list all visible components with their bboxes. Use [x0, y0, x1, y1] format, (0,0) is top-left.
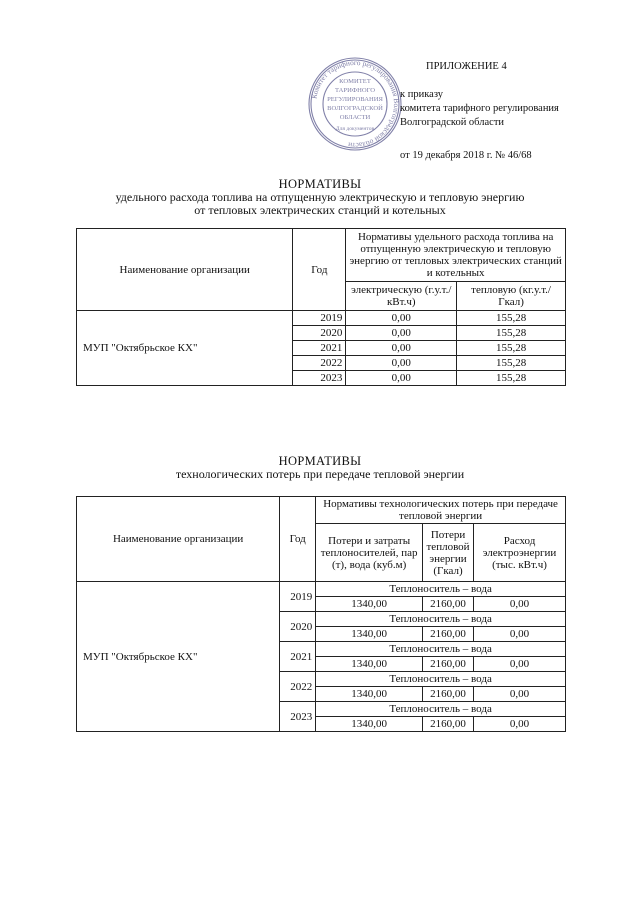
heat-cell: 2160,00 — [423, 627, 474, 642]
year-cell: 2020 — [293, 326, 346, 341]
header-losses: Потери и затраты теплоносителей, пар (т), вода (куб.м) — [316, 524, 423, 582]
seal-line-5: ОБЛАСТИ — [339, 114, 371, 121]
appendix-title: ПРИЛОЖЕНИЕ 4 — [426, 61, 507, 72]
org-name: МУП "Октябрьское КХ" — [77, 582, 280, 732]
electric-cell: 0,00 — [346, 356, 457, 371]
losses-cell: 1340,00 — [316, 657, 423, 672]
appendix-line-region: Волгоградской области — [400, 117, 505, 128]
header-thermal: тепловую (кг.у.т./Гкал) — [457, 282, 566, 311]
electric-cell: 0,00 — [346, 311, 457, 326]
appendix-line-order: к приказу — [400, 89, 443, 100]
header-heat-losses: Потери тепловой энергии (Гкал) — [423, 524, 474, 582]
year-cell: 2022 — [293, 356, 346, 371]
year-cell: 2021 — [280, 642, 316, 672]
seal-ring-text: Комитет тарифного регулирования Волгоградской области — [309, 57, 402, 151]
year-cell: 2020 — [280, 612, 316, 642]
losses-cell: 1340,00 — [316, 627, 423, 642]
thermal-cell: 155,28 — [457, 311, 566, 326]
appendix-line-committee: комитета тарифного регулирования — [400, 103, 559, 114]
carrier-cell: Теплоноситель – вода — [316, 612, 566, 627]
appendix-line-date: от 19 декабря 2018 г. № 46/68 — [400, 150, 532, 161]
year-cell: 2023 — [293, 371, 346, 386]
carrier-cell: Теплоноситель – вода — [316, 642, 566, 657]
section2-title: НОРМАТИВЫ — [278, 454, 362, 468]
seal-line-3: РЕГУЛИРОВАНИЯ — [327, 96, 383, 103]
header-electricity: Расход электроэнергии (тыс. кВт.ч) — [474, 524, 566, 582]
electric-cell: 0,00 — [346, 371, 457, 386]
seal-line-1: КОМИТЕТ — [339, 78, 371, 85]
fuel-norms-table — [76, 228, 566, 386]
losses-cell: 1340,00 — [316, 717, 423, 732]
carrier-cell: Теплоноситель – вода — [316, 702, 566, 717]
section1-subtitle-2: от тепловых электрических станций и котельных — [194, 203, 446, 217]
section2-title-block — [0, 455, 640, 481]
electricity-cell: 0,00 — [474, 687, 566, 702]
section1-subtitle-1: удельного расхода топлива на отпущенную электрическую и тепловую энергию — [115, 190, 525, 204]
thermal-cell: 155,28 — [457, 341, 566, 356]
year-cell: 2021 — [293, 341, 346, 356]
electric-cell: 0,00 — [346, 341, 457, 356]
year-cell: 2023 — [280, 702, 316, 732]
thermal-cell: 155,28 — [457, 371, 566, 386]
thermal-cell: 155,28 — [457, 326, 566, 341]
section1-title-block — [0, 178, 640, 217]
electricity-cell: 0,00 — [474, 657, 566, 672]
official-seal — [307, 56, 403, 152]
header-norms: Нормативы технологических потерь при передаче тепловой энергии — [316, 497, 566, 524]
header-norms: Нормативы удельного расхода топлива на отпущенную электрическую и тепловую энергию от тепловых электрических станций и котельных — [346, 229, 566, 282]
electricity-cell: 0,00 — [474, 717, 566, 732]
heat-cell: 2160,00 — [423, 687, 474, 702]
thermal-cell: 155,28 — [457, 356, 566, 371]
year-cell: 2019 — [280, 582, 316, 612]
electric-cell: 0,00 — [346, 326, 457, 341]
seal-line-6: Для документов — [335, 126, 375, 132]
electricity-cell: 0,00 — [474, 597, 566, 612]
carrier-cell: Теплоноситель – вода — [316, 672, 566, 687]
carrier-cell: Теплоноситель – вода — [316, 582, 566, 597]
section1-title: НОРМАТИВЫ — [278, 177, 362, 191]
org-name: МУП "Октябрьское КХ" — [77, 311, 293, 386]
losses-cell: 1340,00 — [316, 597, 423, 612]
header-year: Год — [293, 229, 346, 311]
seal-line-4: ВОЛГОГРАДСКОЙ — [327, 105, 383, 112]
header-org: Наименование организации — [77, 497, 280, 582]
header-electric: электрическую (г.у.т./кВт.ч) — [346, 282, 457, 311]
heat-cell: 2160,00 — [423, 717, 474, 732]
appendix-header — [400, 60, 600, 163]
section2-subtitle: технологических потерь при передаче тепловой энергии — [175, 467, 465, 481]
heat-cell: 2160,00 — [423, 657, 474, 672]
year-cell: 2022 — [280, 672, 316, 702]
heat-loss-norms-table — [76, 496, 566, 732]
header-year: Год — [280, 497, 316, 582]
heat-cell: 2160,00 — [423, 597, 474, 612]
year-cell: 2019 — [293, 311, 346, 326]
header-org: Наименование организации — [77, 229, 293, 311]
seal-line-2: ТАРИФНОГО — [334, 87, 376, 94]
losses-cell: 1340,00 — [316, 687, 423, 702]
electricity-cell: 0,00 — [474, 627, 566, 642]
